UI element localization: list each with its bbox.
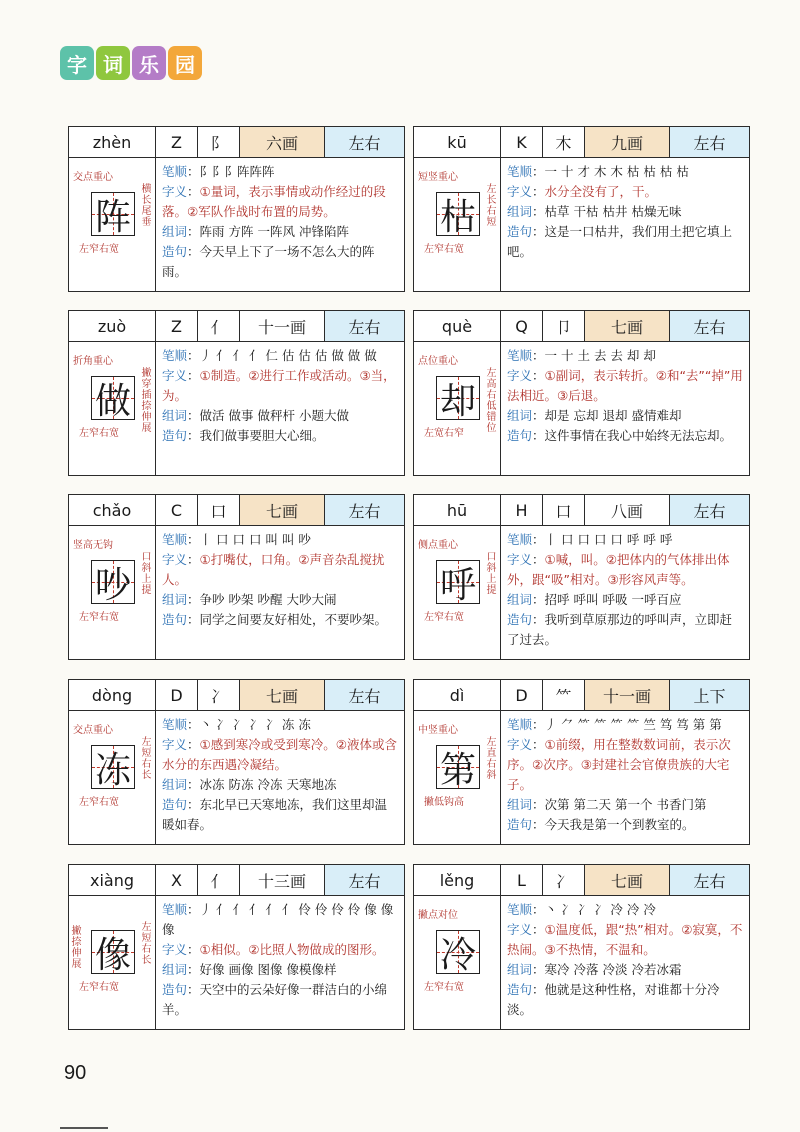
stroke-order: 丿 亻 亻 亻 仁 估 估 估 做 做 做 [199, 348, 377, 363]
writing-tip-top: 短竖重心 [418, 172, 458, 183]
meaning: ①感到寒冷或受到寒冷。②液体或含水分的东西遇冷凝结。 [162, 737, 397, 772]
words: 争吵 吵架 吵醒 大吵大闹 [199, 592, 337, 607]
sentence-row: 造句：天空中的云朵好像一群洁白的小绵羊。 [162, 982, 388, 1017]
character-glyph: 冷 [439, 934, 476, 976]
stroke-order: 阝阝阝阵阵阵 [199, 164, 275, 179]
sentence-row: 造句：这件事情在我心中始终无法忘却。 [507, 428, 733, 443]
stroke-count: 七画 [240, 495, 325, 525]
sentence-row: 造句：同学之间要友好相处，不要吵架。 [162, 612, 388, 627]
stroke-order: 丿 ⺈ ⺮ ⺮ ⺮ ⺮ 竺 笃 笃 第 第 [544, 717, 722, 732]
pinyin: zhèn [69, 127, 156, 157]
character-card [413, 864, 750, 1030]
character-card [68, 679, 405, 845]
words: 却是 忘却 退却 盛情难却 [544, 408, 682, 423]
sentence-row: 造句：东北早已天寒地冻，我们这里却温暖如春。 [162, 797, 388, 832]
character-glyph: 阵 [94, 196, 131, 238]
words-row: 组词：冰冻 防冻 冷冻 天寒地冻 [162, 777, 337, 792]
meaning: ①前缀，用在整数数词前，表示次序。②次序。③封建社会官僚贵族的大宅子。 [507, 737, 731, 792]
stroke-order: 丿 亻 亻 亻 亻 亻 伶 伶 伶 伶 像 像 像 [162, 902, 394, 937]
stroke-order-label: 笔顺 [507, 717, 533, 732]
meaning: ①喊，叫。②把体内的气体排出体外，跟“吸”相对。③形容风声等。 [507, 552, 730, 587]
stroke-order-row: 笔顺：丿 ⺈ ⺮ ⺮ ⺮ ⺮ 竺 笃 笃 第 第 [507, 717, 722, 732]
writing-tip-top: 折角重心 [73, 356, 113, 367]
meaning-label: 字义 [507, 737, 533, 752]
pinyin: chǎo [69, 495, 156, 525]
character-card [68, 310, 405, 476]
sentence-row: 造句：我听到草原那边的呼叫声，立即赶了过去。 [507, 612, 733, 647]
stroke-order-label: 笔顺 [162, 348, 188, 363]
writing-diagram [414, 158, 501, 292]
initial-letter: D [501, 680, 543, 710]
card-header-row [69, 495, 404, 526]
writing-tip-bottom: 左窄右宽 [424, 244, 464, 255]
writing-diagram [69, 342, 156, 476]
pinyin: dòng [69, 680, 156, 710]
initial-letter: D [156, 680, 198, 710]
words-label: 组词 [162, 224, 188, 239]
stroke-order: 丨 口 口 口 叫 叫 吵 [199, 532, 311, 547]
character-info [501, 526, 749, 660]
sentence: 东北早已天寒地冻，我们这里却温暖如春。 [162, 797, 388, 832]
writing-tip-side-left: 撇捺伸展 [71, 926, 82, 970]
initial-letter: L [501, 865, 543, 895]
header-char: 园 [168, 46, 202, 80]
writing-tip-top: 点位重心 [418, 356, 458, 367]
words-label: 组词 [507, 204, 533, 219]
card-header-row [414, 127, 749, 158]
sentence-row: 造句：今天早上下了一场不怎么大的阵雨。 [162, 244, 375, 279]
sentence: 今天早上下了一场不怎么大的阵雨。 [162, 244, 375, 279]
pinyin: zuò [69, 311, 156, 341]
stroke-order-label: 笔顺 [507, 902, 533, 917]
meaning-label: 字义 [507, 922, 533, 937]
radical: 口 [198, 495, 240, 525]
words-row: 组词：却是 忘却 退却 盛情难却 [507, 408, 682, 423]
pinyin: lěng [414, 865, 501, 895]
writing-tip-side: 撇穿插捺伸展 [141, 368, 152, 434]
words: 寒冷 冷落 冷淡 冷若冰霜 [544, 962, 682, 977]
meaning-row: 字义：①副词，表示转折。②和“去”“掉”用法相近。③后退。 [507, 368, 743, 403]
words: 枯草 干枯 枯井 枯燥无味 [544, 204, 682, 219]
meaning: ①相似。②比照人物做成的图形。 [199, 942, 385, 957]
character-info [501, 342, 749, 476]
words-label: 组词 [162, 592, 188, 607]
sentence: 这是一口枯井，我们用土把它填上吧。 [507, 224, 733, 259]
sentence-label: 造句 [162, 428, 188, 443]
sentence: 我听到草原那边的呼叫声，立即赶了过去。 [507, 612, 733, 647]
writing-tip-bottom: 左窄右宽 [79, 244, 119, 255]
writing-tip-bottom: 左宽右窄 [424, 428, 464, 439]
stroke-count: 七画 [585, 311, 670, 341]
radical: 冫 [543, 865, 585, 895]
radical: 阝 [198, 127, 240, 157]
header-char: 词 [96, 46, 130, 80]
pinyin: kū [414, 127, 501, 157]
writing-diagram [69, 896, 156, 1030]
character-info [501, 896, 749, 1030]
card-header-row [69, 127, 404, 158]
writing-tip-side: 口斜上提 [141, 552, 152, 596]
structure: 上下 [670, 680, 749, 710]
meaning-row: 字义：①前缀，用在整数数词前，表示次序。②次序。③封建社会官僚贵族的大宅子。 [507, 737, 731, 792]
writing-tip-bottom: 左窄右宽 [79, 428, 119, 439]
structure: 左右 [325, 680, 404, 710]
initial-letter: Q [501, 311, 543, 341]
stroke-count: 八画 [585, 495, 670, 525]
structure: 左右 [325, 127, 404, 157]
stroke-order-row: 笔顺：丶 冫 冫 冫 冫 冻 冻 [162, 717, 311, 732]
words-row: 组词：阵雨 方阵 一阵风 冲锋陷阵 [162, 224, 349, 239]
stroke-order-row: 笔顺：丨 口 口 口 口 呼 呼 呼 [507, 532, 673, 547]
meaning-row: 字义：①温度低，跟“热”相对。②寂寞，不热闹。③不热情，不温和。 [507, 922, 743, 957]
stroke-order-label: 笔顺 [162, 902, 188, 917]
stroke-order-label: 笔顺 [162, 717, 188, 732]
writing-tip-side: 左直右斜 [486, 737, 497, 781]
stroke-order-label: 笔顺 [162, 532, 188, 547]
stroke-count: 十一画 [240, 311, 325, 341]
character-card [413, 310, 750, 476]
structure: 左右 [670, 127, 749, 157]
character-info [501, 711, 749, 845]
character-info [156, 711, 404, 845]
radical: 亻 [198, 311, 240, 341]
writing-tip-top: 交点重心 [73, 725, 113, 736]
pinyin: xiàng [69, 865, 156, 895]
stroke-count: 九画 [585, 127, 670, 157]
sentence-label: 造句 [507, 612, 533, 627]
sentence-label: 造句 [507, 817, 533, 832]
sentence: 天空中的云朵好像一群洁白的小绵羊。 [162, 982, 388, 1017]
meaning: ①温度低，跟“热”相对。②寂寞，不热闹。③不热情，不温和。 [507, 922, 743, 957]
character-glyph: 做 [94, 380, 131, 422]
sentence-label: 造句 [507, 428, 533, 443]
writing-diagram [414, 896, 501, 1030]
character-glyph: 像 [94, 934, 131, 976]
stroke-order-row: 笔顺：丿 亻 亻 亻 仁 估 估 估 做 做 做 [162, 348, 377, 363]
sentence-row: 造句：他就是这种性格，对谁都十分冷淡。 [507, 982, 720, 1017]
meaning-label: 字义 [162, 552, 188, 567]
initial-letter: X [156, 865, 198, 895]
writing-tip-side: 左高右低错位 [486, 368, 497, 434]
stroke-count: 六画 [240, 127, 325, 157]
words-label: 组词 [507, 797, 533, 812]
radical: 冫 [198, 680, 240, 710]
stroke-count: 七画 [240, 680, 325, 710]
stroke-count: 七画 [585, 865, 670, 895]
words-row: 组词：寒冷 冷落 冷淡 冷若冰霜 [507, 962, 682, 977]
initial-letter: K [501, 127, 543, 157]
stroke-order: 丶 冫 冫 冫 冷 冷 冷 [544, 902, 656, 917]
character-info [156, 896, 404, 1030]
sentence: 今天我是第一个到教室的。 [544, 817, 695, 832]
character-card [68, 126, 405, 292]
character-glyph: 吵 [94, 564, 131, 606]
structure: 左右 [670, 865, 749, 895]
footer-line [60, 1127, 108, 1129]
sentence-row: 造句：我们做事要胆大心细。 [162, 428, 325, 443]
character-glyph: 枯 [439, 196, 476, 238]
header-char: 字 [60, 46, 94, 80]
meaning-label: 字义 [507, 552, 533, 567]
writing-diagram [414, 711, 501, 845]
stroke-order-row: 笔顺：阝阝阝阵阵阵 [162, 164, 275, 179]
sentence: 他就是这种性格，对谁都十分冷淡。 [507, 982, 720, 1017]
character-glyph: 呼 [439, 564, 476, 606]
stroke-order: 丶 冫 冫 冫 冫 冻 冻 [199, 717, 311, 732]
sentence-label: 造句 [162, 797, 188, 812]
meaning-label: 字义 [507, 368, 533, 383]
words-row: 组词：争吵 吵架 吵醒 大吵大闹 [162, 592, 337, 607]
character-card [68, 864, 405, 1030]
card-header-row [414, 680, 749, 711]
words: 次第 第二天 第一个 书香门第 [544, 797, 707, 812]
meaning-label: 字义 [162, 368, 188, 383]
sentence-label: 造句 [507, 982, 533, 997]
card-header-row [69, 680, 404, 711]
radical: 亻 [198, 865, 240, 895]
writing-tip-bottom: 左窄右宽 [79, 982, 119, 993]
section-header [60, 46, 202, 80]
writing-diagram [69, 526, 156, 660]
meaning: ①量词，表示事情或动作经过的段落。②军队作战时布置的局势。 [162, 184, 386, 219]
card-header-row [414, 865, 749, 896]
words-row: 组词：招呼 呼叫 呼吸 一呼百应 [507, 592, 682, 607]
stroke-order: 丨 口 口 口 口 呼 呼 呼 [544, 532, 673, 547]
stroke-order-label: 笔顺 [162, 164, 188, 179]
writing-tip-top: 撇点对位 [418, 910, 458, 921]
structure: 左右 [670, 311, 749, 341]
meaning: 水分全没有了，干。 [544, 184, 658, 199]
character-info [156, 158, 404, 292]
writing-diagram [69, 158, 156, 292]
character-card [68, 494, 405, 660]
writing-tip-side: 左短右长 [141, 922, 152, 966]
writing-diagram [414, 342, 501, 476]
stroke-count: 十三画 [240, 865, 325, 895]
pinyin: dì [414, 680, 501, 710]
writing-tip-top: 交点重心 [73, 172, 113, 183]
sentence-label: 造句 [162, 244, 188, 259]
structure: 左右 [325, 865, 404, 895]
writing-tip-bottom: 撇低钩高 [424, 797, 464, 808]
words: 阵雨 方阵 一阵风 冲锋陷阵 [199, 224, 349, 239]
words: 好像 画像 图像 像模像样 [199, 962, 337, 977]
words: 招呼 呼叫 呼吸 一呼百应 [544, 592, 682, 607]
writing-tip-bottom: 左窄右宽 [79, 797, 119, 808]
words-row: 组词：枯草 干枯 枯井 枯燥无味 [507, 204, 682, 219]
stroke-order: 一 十 土 去 去 却 却 [544, 348, 656, 363]
character-info [501, 158, 749, 292]
card-header-row [69, 311, 404, 342]
meaning: ①打嘴仗，口角。②声音杂乱搅扰人。 [162, 552, 385, 587]
meaning-label: 字义 [162, 184, 188, 199]
words-label: 组词 [507, 592, 533, 607]
radical: 木 [543, 127, 585, 157]
character-card [413, 679, 750, 845]
radical: ⺮ [543, 680, 585, 710]
character-card [413, 494, 750, 660]
words: 做活 做事 做秤杆 小题大做 [199, 408, 349, 423]
words: 冰冻 防冻 冷冻 天寒地冻 [199, 777, 337, 792]
character-info [156, 526, 404, 660]
words-row: 组词：做活 做事 做秤杆 小题大做 [162, 408, 349, 423]
structure: 左右 [325, 495, 404, 525]
stroke-order-label: 笔顺 [507, 532, 533, 547]
pinyin: hū [414, 495, 501, 525]
character-glyph: 第 [439, 749, 476, 791]
structure: 左右 [670, 495, 749, 525]
sentence-row: 造句：今天我是第一个到教室的。 [507, 817, 695, 832]
words-label: 组词 [162, 408, 188, 423]
header-char: 乐 [132, 46, 166, 80]
writing-tip-top: 侧点重心 [418, 540, 458, 551]
initial-letter: Z [156, 127, 198, 157]
meaning-row: 字义：①喊，叫。②把体内的气体排出体外，跟“吸”相对。③形容风声等。 [507, 552, 730, 587]
initial-letter: C [156, 495, 198, 525]
writing-tip-side: 左短右长 [141, 737, 152, 781]
writing-tip-top: 竖高无钩 [73, 540, 113, 551]
writing-tip-bottom: 左窄右宽 [424, 612, 464, 623]
stroke-order-row: 笔顺：丿 亻 亻 亻 亻 亻 伶 伶 伶 伶 像 像 像 [162, 902, 394, 937]
sentence: 这件事情在我心中始终无法忘却。 [544, 428, 733, 443]
writing-diagram [414, 526, 501, 660]
character-info [156, 342, 404, 476]
stroke-order-row: 笔顺：一 十 才 木 木 枯 枯 枯 枯 [507, 164, 689, 179]
stroke-order-row: 笔顺：丶 冫 冫 冫 冷 冷 冷 [507, 902, 656, 917]
character-glyph: 冻 [94, 749, 131, 791]
card-header-row [414, 495, 749, 526]
meaning-row: 字义：①感到寒冷或受到寒冷。②液体或含水分的东西遇冷凝结。 [162, 737, 397, 772]
writing-tip-side: 左长右短 [486, 184, 497, 228]
card-header-row [414, 311, 749, 342]
meaning-label: 字义 [162, 942, 188, 957]
meaning-row: 字义：①打嘴仗，口角。②声音杂乱搅扰人。 [162, 552, 385, 587]
sentence: 同学之间要友好相处，不要吵架。 [199, 612, 388, 627]
writing-tip-top: 中竖重心 [418, 725, 458, 736]
card-header-row [69, 865, 404, 896]
words-row: 组词：次第 第二天 第一个 书香门第 [507, 797, 707, 812]
stroke-order-label: 笔顺 [507, 164, 533, 179]
meaning-label: 字义 [162, 737, 188, 752]
sentence-label: 造句 [507, 224, 533, 239]
stroke-order-row: 笔顺：一 十 土 去 去 却 却 [507, 348, 656, 363]
initial-letter: H [501, 495, 543, 525]
words-label: 组词 [507, 408, 533, 423]
stroke-order-row: 笔顺：丨 口 口 口 叫 叫 吵 [162, 532, 311, 547]
words-label: 组词 [507, 962, 533, 977]
words-row: 组词：好像 画像 图像 像模像样 [162, 962, 337, 977]
writing-tip-side: 口斜上提 [486, 552, 497, 596]
sentence-label: 造句 [162, 982, 188, 997]
sentence-row: 造句：这是一口枯井，我们用土把它填上吧。 [507, 224, 733, 259]
meaning-row: 字义：①量词，表示事情或动作经过的段落。②军队作战时布置的局势。 [162, 184, 386, 219]
pinyin: què [414, 311, 501, 341]
stroke-order-label: 笔顺 [507, 348, 533, 363]
writing-tip-bottom: 左窄右宽 [79, 612, 119, 623]
writing-diagram [69, 711, 156, 845]
radical: 卩 [543, 311, 585, 341]
page-number: 90 [64, 1062, 87, 1084]
writing-tip-side: 横长尾垂 [141, 184, 152, 228]
sentence: 我们做事要胆大心细。 [199, 428, 325, 443]
meaning-row: 字义：①制造。②进行工作或活动。③当，为。 [162, 368, 396, 403]
meaning: ①制造。②进行工作或活动。③当，为。 [162, 368, 396, 403]
writing-tip-bottom: 左窄右宽 [424, 982, 464, 993]
meaning: ①副词，表示转折。②和“去”“掉”用法相近。③后退。 [507, 368, 743, 403]
character-glyph: 却 [439, 380, 476, 422]
initial-letter: Z [156, 311, 198, 341]
words-label: 组词 [162, 777, 188, 792]
structure: 左右 [325, 311, 404, 341]
meaning-label: 字义 [507, 184, 533, 199]
meaning-row: 字义：①相似。②比照人物做成的图形。 [162, 942, 385, 957]
character-card [413, 126, 750, 292]
meaning-row: 字义：水分全没有了，干。 [507, 184, 658, 199]
stroke-order: 一 十 才 木 木 枯 枯 枯 枯 [544, 164, 689, 179]
words-label: 组词 [162, 962, 188, 977]
radical: 口 [543, 495, 585, 525]
sentence-label: 造句 [162, 612, 188, 627]
stroke-count: 十一画 [585, 680, 670, 710]
